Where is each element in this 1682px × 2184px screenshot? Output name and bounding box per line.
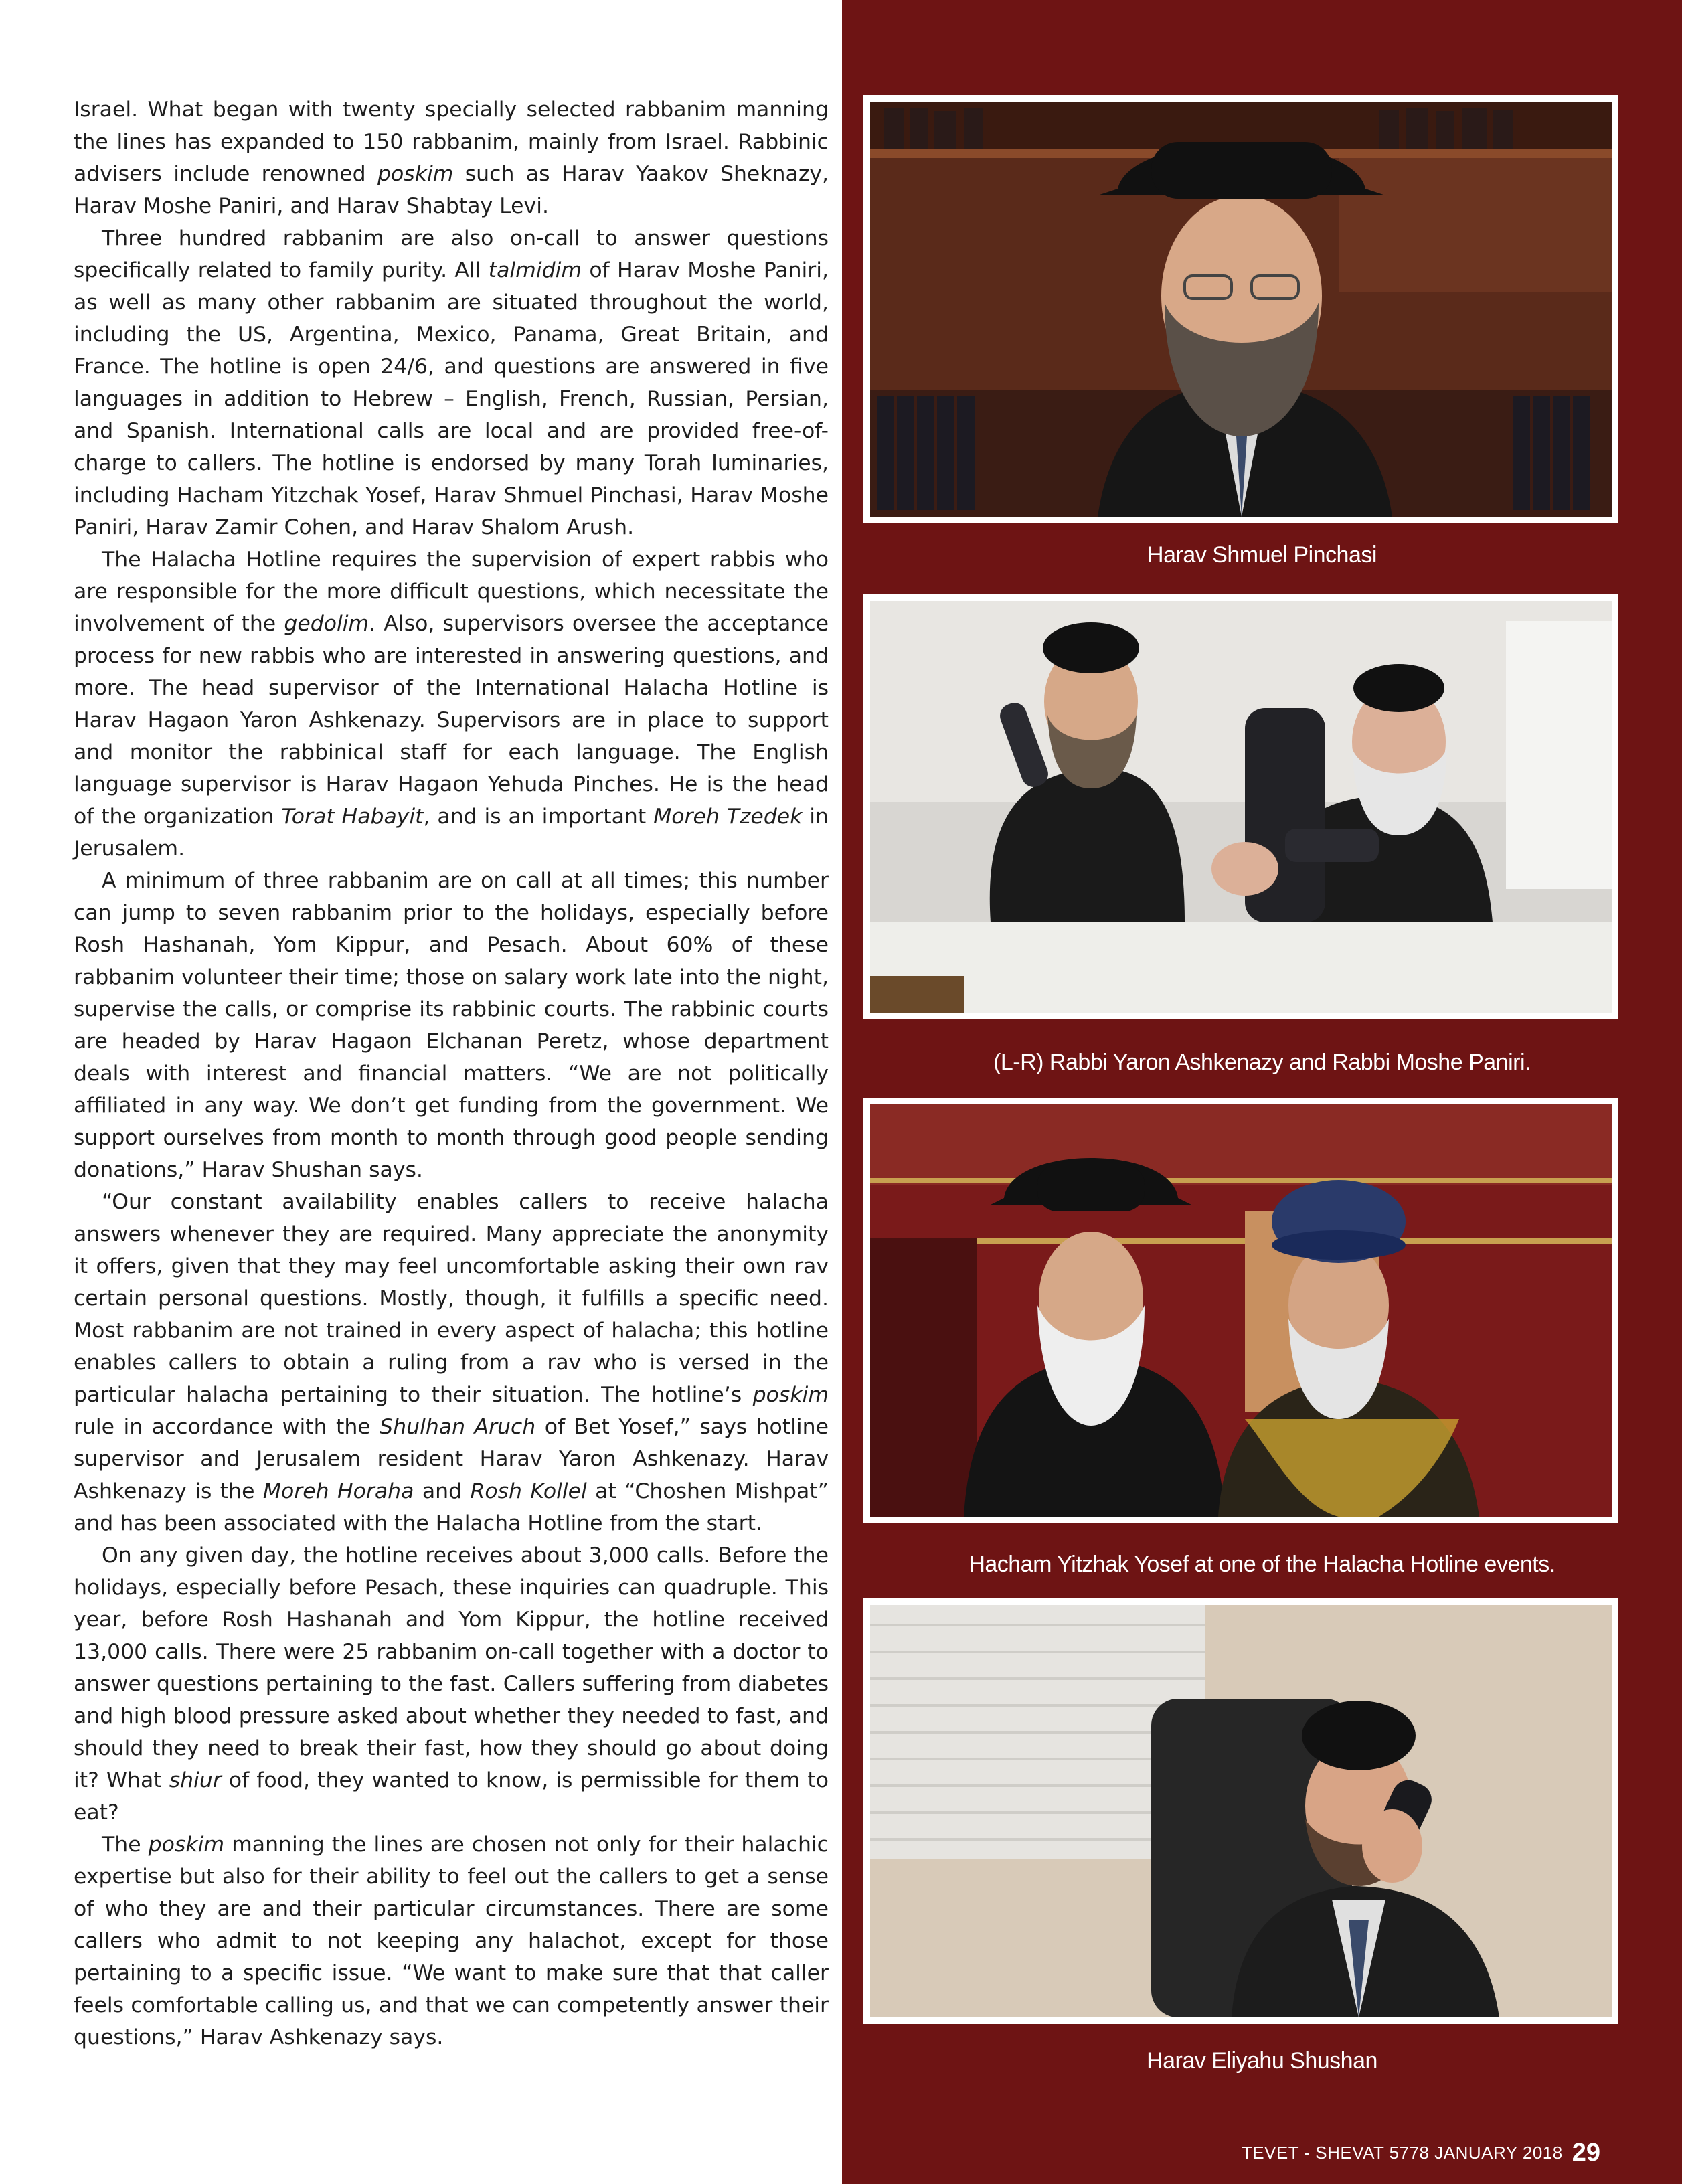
caption-photo-1: Harav Shmuel Pinchasi [1147, 542, 1377, 568]
caption-photo-3: Hacham Yitzhak Yosef at one of the Halacha Hotline events. [969, 1551, 1555, 1577]
paragraph-7: The poskim manning the lines are chosen not only for their halachic expertise but also for their ability to feel out the callers to get a sense of who they are and their particular circumstances. There are some callers who admit to not keeping any halachot, except for those pertaining to a specific issue. “We want to make sure that that caller feels comfortable calling us, and that we can competently answer their questions,” Harav Ashkenazy says. [74, 1833, 829, 2049]
paragraph-2: Three hundred rabbanim are also on-call to answer questions specifically related to family purity. All talmidim of Harav Moshe Paniri, as well as many other rabbanim are situated throughout the world, including the US, Argentina, Mexico, Panama, Great Britain, and France. The hotline is open 24/6, and questions are answered in five languages in addition to Hebrew – English, French, Russian, Persian, and Spanish. International calls are local and are provided free-of-charge to callers. The hotline is endorsed by many Torah luminaries, including Hacham Yitzchak Yosef, Harav Shmuel Pinchasi, Harav Moshe Paniri, Harav Zamir Cohen, and Harav Shalom Arush. [74, 226, 829, 539]
photo-hacham-yitzhak-yosef [863, 1098, 1618, 1523]
article-body [74, 94, 829, 2053]
paragraph-3: The Halacha Hotline requires the supervision of expert rabbis who are responsible for the more difficult questions, which necessitate the involvement of the gedolim. Also, supervisors oversee the acceptance process for new rabbis who are interested in answering questions, and more. The head supervisor of the International Halacha Hotline is Harav Hagaon Yaron Ashkenazy. Supervisors are in place to support and monitor the rabbinical staff for each language. The English language supervisor is Harav Hagaon Yehuda Pinches. He is the head of the organization Torat Habayit, and is an important Moreh Tzedek in Jerusalem. [74, 548, 829, 861]
paragraph-6: On any given day, the hotline receives about 3,000 calls. Before the holidays, especially before Pesach, these inquiries can quadruple. This year, before Rosh Hashanah and Yom Kippur, the hotline received 13,000 calls. There were 25 rabbanim on-call together with a doctor to answer questions pertaining to the fast. Callers suffering from diabetes and high blood pressure asked about whether they needed to fast, and should they need to break their fast, how they should go about doing it? What shiur of food, they wanted to know, is permissible for them to eat? [74, 1543, 829, 1825]
paragraph-1: Israel. What began with twenty specially selected rabbanim manning the lines has expanded to 150 rabbanim, mainly from Israel. Rabbinic advisers include renowned poskim such as Harav Yaakov Sheknazy, Harav Moshe Paniri, and Harav Shabtay Levi. [74, 98, 829, 218]
page-footer [1242, 2138, 1600, 2167]
photo-ashkenazy-paniri [863, 594, 1618, 1019]
page-number: 29 [1572, 2138, 1600, 2167]
issue-date: TEVET - SHEVAT 5778 JANUARY 2018 [1241, 2143, 1563, 2163]
paragraph-4: A minimum of three rabbanim are on call at all times; this number can jump to seven rabbanim prior to the holidays, especially before Rosh Hashanah, Yom Kippur, and Pesach. About 60% of these rabbanim volunteer their time; those on salary work late into the night, supervise the calls, or comprise its rabbinic courts. The rabbinic courts are headed by Harav Hagaon Elchanan Peretz, whose department deals with interest and financial matters. “We are not politically affiliated in any way. We don’t get funding from the government. We support ourselves from month to month through good people sending donations,” Harav Shushan says. [74, 869, 829, 1182]
caption-photo-2: (L-R) Rabbi Yaron Ashkenazy and Rabbi Moshe Paniri. [993, 1049, 1531, 1075]
photo-harav-shmuel-pinchasi [863, 95, 1618, 523]
caption-photo-4: Harav Eliyahu Shushan [1147, 2048, 1377, 2074]
photo-harav-eliyahu-shushan [863, 1598, 1618, 2024]
paragraph-5: “Our constant availability enables callers to receive halacha answers whenever they are required. Many appreciate the anonymity it offers, given that they may feel uncomfortable asking their own rav certain personal questions. Mostly, though, it fulfills a specific need. Most rabbanim are not trained in every aspect of halacha; this hotline enables callers to obtain a ruling from a rav who is versed in the particular halacha pertaining to their situation. The hotline’s poskim rule in accordance with the Shulhan Aruch of Bet Yosef,” says hotline supervisor and Jerusalem resident Harav Yaron Ashkenazy. Harav Ashkenazy is the Moreh Horaha and Rosh Kollel at “Choshen Mishpat” and has been associated with the Halacha Hotline from the start. [74, 1190, 829, 1535]
